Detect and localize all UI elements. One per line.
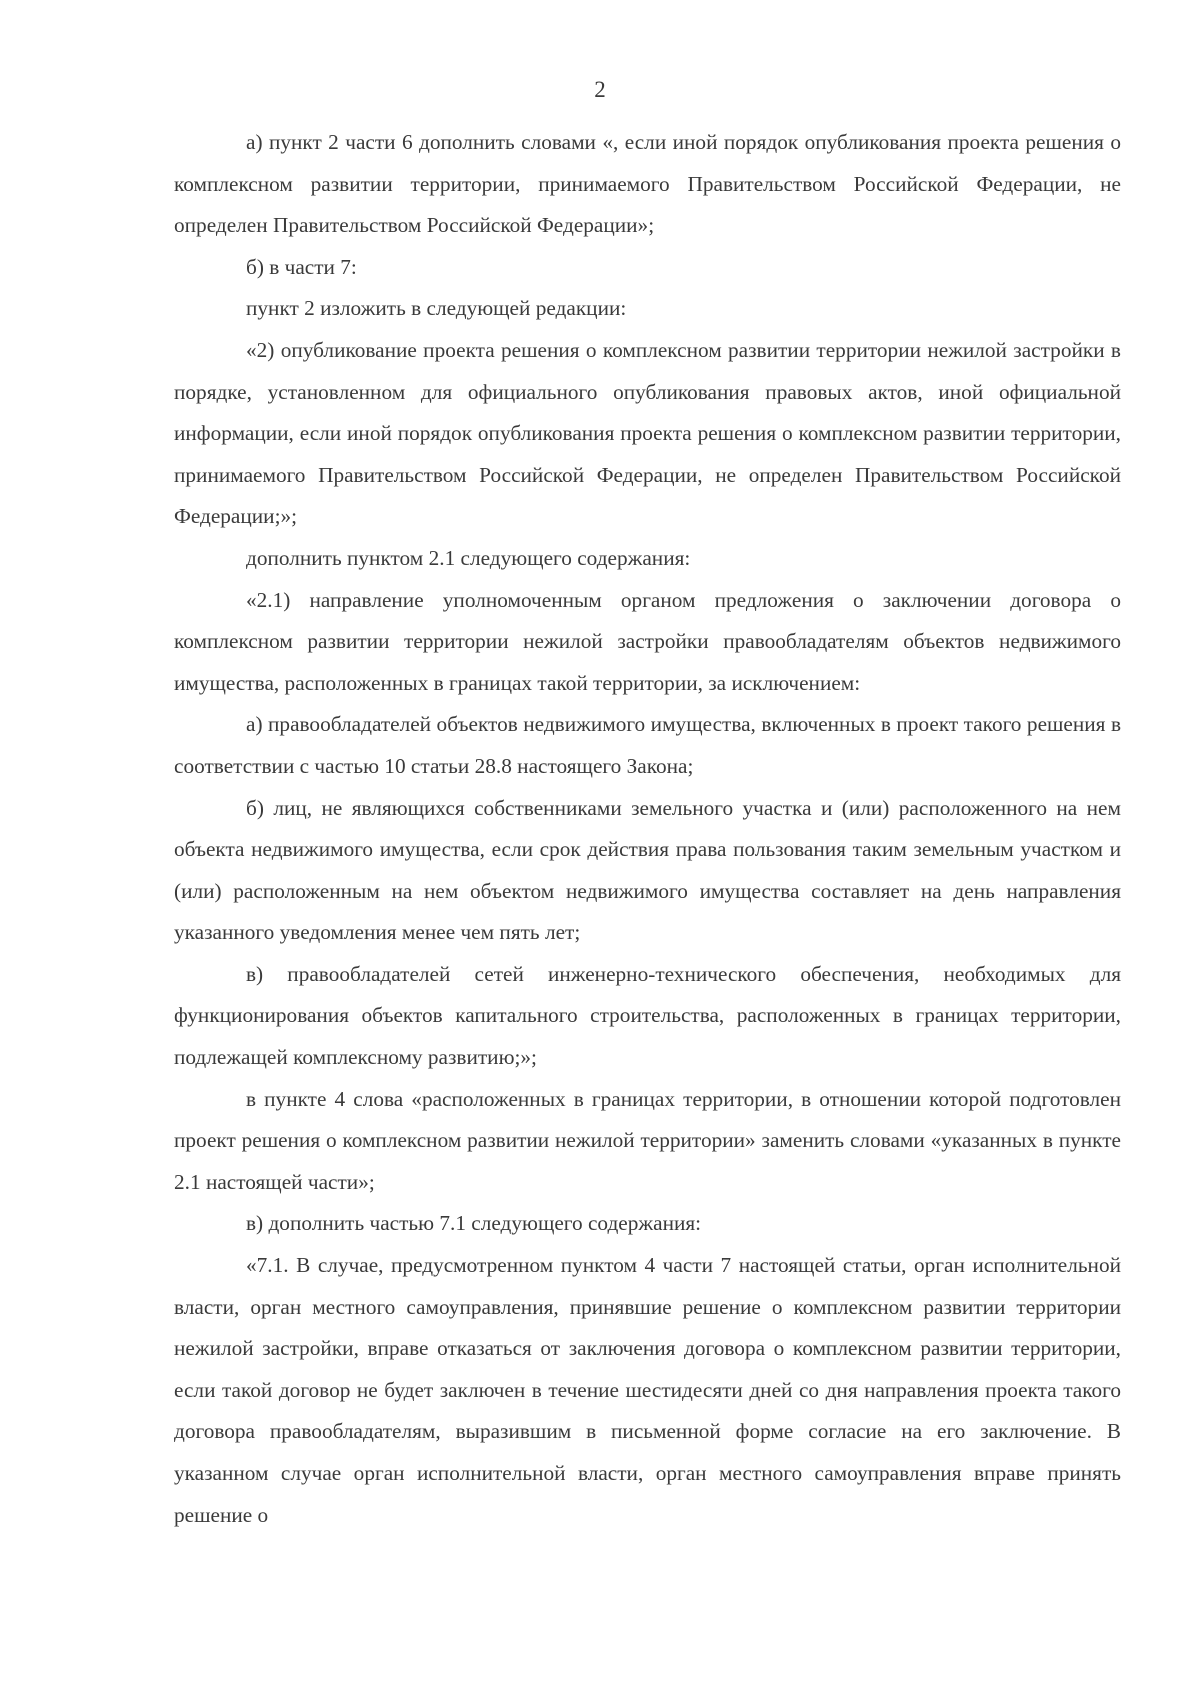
paragraph-2: б) в части 7:	[246, 254, 357, 279]
paragraph-3: пункт 2 изложить в следующей редакции:	[246, 296, 627, 321]
paragraph-5: дополнить пунктом 2.1 следующего содержания:	[246, 545, 691, 570]
paragraph-1: а) пункт 2 части 6 дополнить словами «, если иной порядок опубликования проекта решения о комплексном развитии территории, принимаемого Правительством Российской Федерации, не определен Правительством Российской Федерации»;	[174, 130, 1121, 238]
paragraph-11: в) дополнить частью 7.1 следующего содержания:	[246, 1211, 702, 1236]
paragraph-7: а) правообладателей объектов недвижимого имущества, включенных в проект такого решения в соответствии с частью 10 статьи 28.8 настоящего Закона;	[174, 712, 1121, 778]
paragraph-8: б) лиц, не являющихся собственниками земельного участка и (или) расположенного на нем объекта недвижимого имущества, если срок действия права пользования таким земельным участком и (или) расположенным на нем объектом недвижимого имущества составляет на день направления указанного уведомления менее чем пять лет;	[174, 795, 1121, 945]
page-number: 2	[594, 77, 606, 102]
paragraph-9: в) правообладателей сетей инженерно-технического обеспечения, необходимых для функционирования объектов капитального строительства, расположенных в границах территории, подлежащей комплексному развитию;»;	[174, 961, 1121, 1070]
paragraph-4: «2) опубликование проекта решения о комплексном развитии территории нежилой застройки в порядке, установленном для официального опубликования правовых актов, иной официальной информации, если иной порядок опубликования проекта решения о комплексном развитии территории, принимаемого Правительством Российской Федерации, не определен Правительством Российской Федерации;»;	[174, 337, 1121, 529]
paragraph-10: в пункте 4 слова «расположенных в границах территории, в отношении которой подготовлен проект решения о комплексном развитии нежилой территории» заменить словами «указанных в пункте 2.1 настоящей части»;	[174, 1086, 1121, 1194]
paragraph-6: «2.1) направление уполномоченным органом предложения о заключении договора о комплексном развитии территории нежилой застройки правообладателям объектов недвижимого имущества, расположенных в границах такой территории, за исключением:	[174, 587, 1121, 695]
paragraph-12: «7.1. В случае, предусмотренном пунктом 4 части 7 настоящей статьи, орган исполнительной власти, орган местного самоуправления, принявшие решение о комплексном развитии территории нежилой застройки, вправе отказаться от заключения договора о комплексном развитии территории, если такой договор не будет заключен в течение шестидесяти дней со дня направления проекта такого договора правообладателям, выразившим в письменной форме согласие на его заключение. В указанном случае орган исполнительной власти, орган местного самоуправления вправе принять решение о	[174, 1253, 1121, 1527]
document-body	[174, 122, 1121, 1536]
